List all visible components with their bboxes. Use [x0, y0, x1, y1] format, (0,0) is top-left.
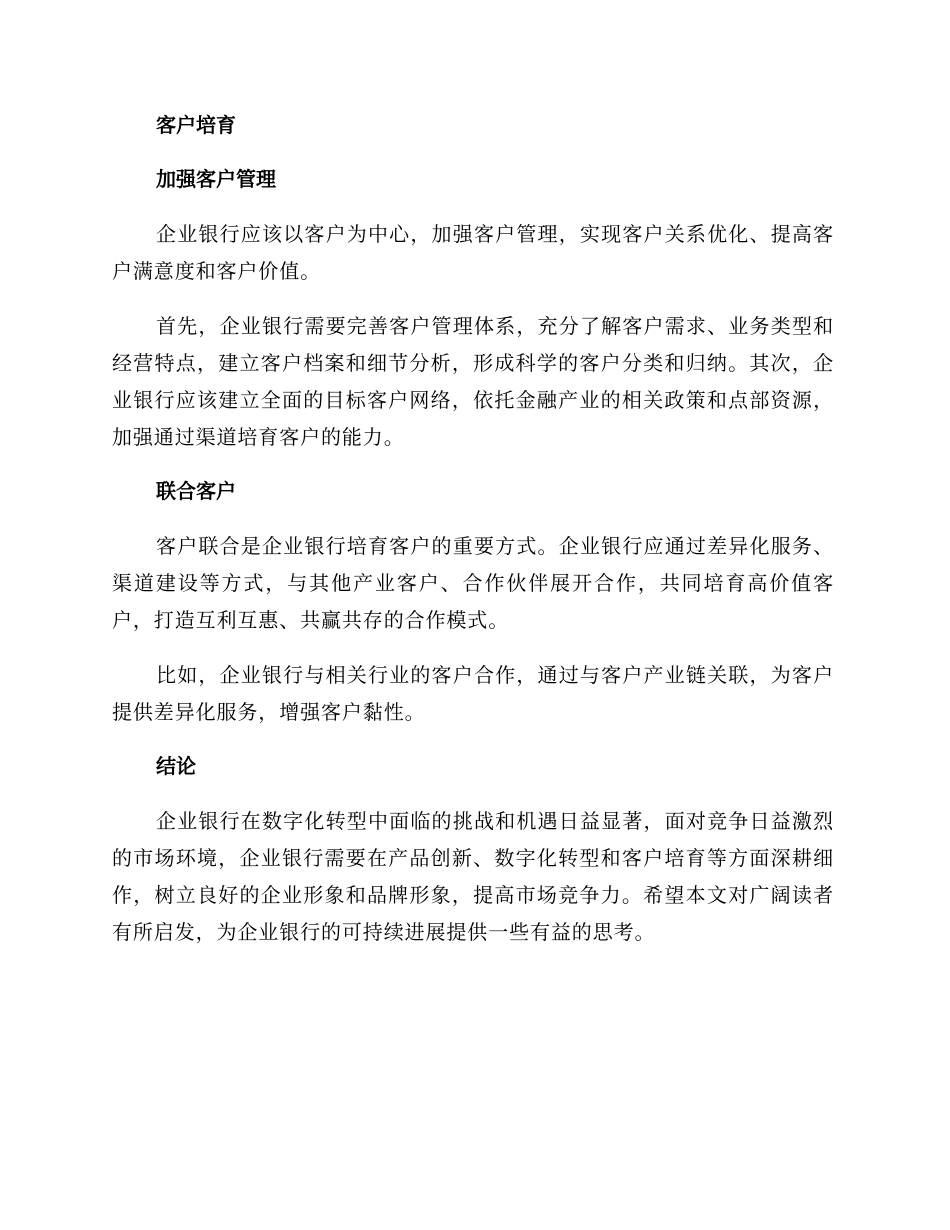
paragraph-management-detail: 首先，企业银行需要完善客户管理体系，充分了解客户需求、业务类型和经营特点，建立客户档案和细节分析，形成科学的客户分类和归纳。其次，企业银行应该建立全面的目标客户网络，依托金融产业的相关政策和点部资源，加强通过渠道培育客户的能力。: [112, 314, 834, 449]
section-heading-customer-cultivation: 客户培育: [156, 113, 236, 137]
document-body: [112, 108, 834, 951]
section-heading-strengthen-management: 加强客户管理: [156, 167, 276, 191]
spacer: [112, 508, 834, 528]
spacer: [112, 731, 834, 749]
paragraph-joint-example: 比如，企业银行与相关行业的客户合作，通过与客户产业链关联，为客户提供差异化服务，增强客户黏性。: [112, 663, 834, 724]
paragraph-management-intro: 企业银行应该以客户为中心，加强客户管理，实现客户关系优化、提高客户满意度和客户价值。: [112, 222, 834, 283]
section-heading-conclusion: 结论: [156, 754, 196, 778]
spacer: [112, 290, 834, 308]
section-heading-joint-customers: 联合客户: [156, 479, 236, 503]
paragraph-joint-intro: 客户联合是企业银行培育客户的重要方式。企业银行应通过差异化服务、渠道建设等方式，与其他产业客户、合作伙伴展开合作，共同培育高价值客户，打造互利互惠、共赢共存的合作模式。: [112, 534, 834, 632]
spacer: [112, 196, 834, 216]
spacer: [112, 456, 834, 474]
paragraph-conclusion: 企业银行在数字化转型中面临的挑战和机遇日益显著，面对竞争日益激烈的市场环境，企业银行需要在产品创新、数字化转型和客户培育等方面深耕细作，树立良好的企业形象和品牌形象，提高市场竞争力。希望本文对广阔读者有所启发，为企业银行的可持续进展提供一些有益的思考。: [112, 809, 834, 944]
spacer: [112, 142, 834, 162]
spacer: [112, 783, 834, 803]
spacer: [112, 639, 834, 657]
